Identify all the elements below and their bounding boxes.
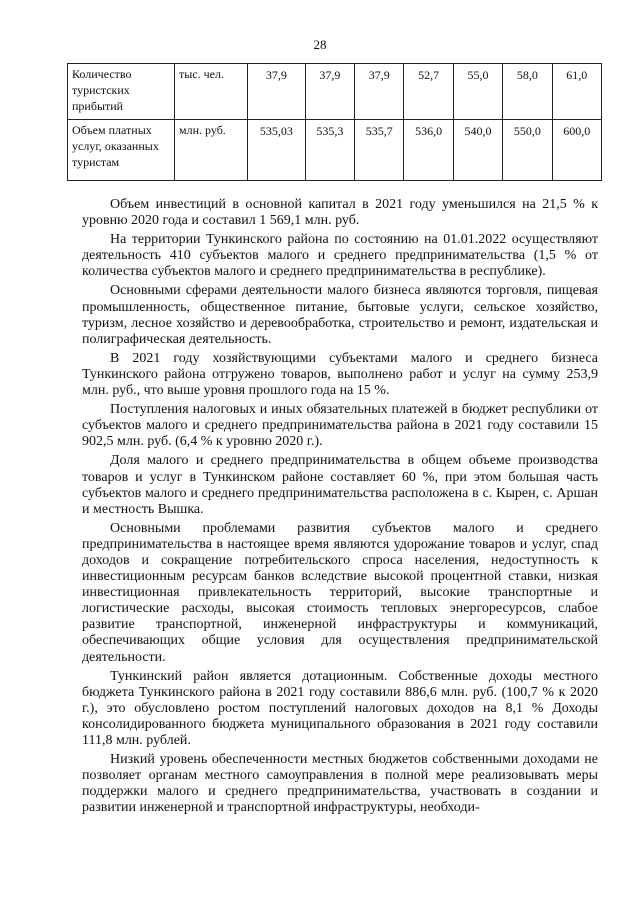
value-cell: 535,3 [305, 120, 354, 181]
value-cell: 61,0 [552, 64, 601, 120]
paragraph-investment: Объем инвестиций в основной капитал в 2021 году уменьшился на 21,5 % к уровню 2020 года и составил 1 569,1 млн. руб. [82, 197, 598, 229]
row-name-cell: Количество туристских прибытий [68, 64, 175, 120]
paragraph-sme-count: На территории Тункинского района по состоянию на 01.01.2022 осуществляют деятельность 410 субъектов малого и среднего предпринимательства (1,5 % от количества субъектов малого и среднего предпринимательства в республике). [82, 232, 598, 280]
value-cell: 535,03 [248, 120, 306, 181]
value-cell: 540,0 [453, 120, 502, 181]
body-text [82, 197, 598, 819]
row-unit-cell: млн. руб. [175, 120, 248, 181]
value-cell: 37,9 [355, 64, 404, 120]
value-cell: 37,9 [305, 64, 354, 120]
paragraph-budget: Тункинский район является дотационным. Собственные доходы местного бюджета Тункинского района в 2021 году составили 886,6 млн. руб. (100,7 % к 2020 г.), это обусловлено ростом поступлений налоговых доходов на 8,1 % Доходы консолидированного бюджета муниципального образования в 2021 году составили 111,8 млн. рублей. [82, 668, 598, 748]
paragraph-sme-share: Доля малого и среднего предпринимательства в общем объеме производства товаров и услуг в Тункинском районе составляет 60 %, при этом большая часть субъектов малого и среднего предпринимательства расположена в с. Кырен, с. Аршан и местность Вышка. [82, 453, 598, 517]
paragraph-problems: Основными проблемами развития субъектов малого и среднего предпринимательства в настоящее время являются удорожание товаров и услуг, спад доходов и сокращение потребительского спроса населения, недоступность к инвестиционным ресурсам банков вследствие высокой процентной ставки, низкая инвестиционная привлекательность территорий, высокие транспортные и логистические расходы, высокая стоимость тепловых энергоресурсов, слабое развитие транспортной, инженерной инфраструктуры и коммуникаций, обеспечивающих общие условия для осуществления предпринимательской деятельности. [82, 520, 598, 665]
value-cell: 37,9 [248, 64, 306, 120]
value-cell: 52,7 [404, 64, 453, 120]
value-cell: 536,0 [404, 120, 453, 181]
paragraph-business-sectors: Основными сферами деятельности малого бизнеса являются торговля, пищевая промышленность, общественное питание, бытовые услуги, сельское хозяйство, туризм, лесное хозяйство и деревообработка, строительство и ремонт, издательская и полиграфическая деятельность. [82, 283, 598, 347]
page-number: 28 [313, 37, 327, 52]
paragraph-tax-payments: Поступления налоговых и иных обязательных платежей в бюджет республики от субъектов малого и среднего предпринимательства района в 2021 году составили 15 902,5 млн. руб. (6,4 % к уровню 2020 г.). [82, 402, 598, 450]
paragraph-low-funding: Низкий уровень обеспеченности местных бюджетов собственными доходами не позволяет органам местного самоуправления в полной мере реализовывать меры поддержки малого и среднего предпринимательства, участвовать в создании и развитии инженерной и транспортной инфраструктуры, необходи- [82, 752, 598, 816]
value-cell: 55,0 [453, 64, 502, 120]
value-cell: 535,7 [355, 120, 404, 181]
row-name-cell: Объем платных услуг, оказанных туристам [68, 120, 175, 181]
value-cell: 58,0 [503, 64, 552, 120]
table-row [68, 64, 602, 120]
indicators-table [67, 63, 602, 181]
value-cell: 600,0 [552, 120, 601, 181]
table-row [68, 120, 602, 181]
row-unit-cell: тыс. чел. [175, 64, 248, 120]
value-cell: 550,0 [503, 120, 552, 181]
paragraph-shipped-goods: В 2021 году хозяйствующими субъектами малого и среднего бизнеса Тункинского района отгружено товаров, выполнено работ и услуг на сумму 253,9 млн. руб., что выше уровня прошлого года на 15 %. [82, 350, 598, 399]
